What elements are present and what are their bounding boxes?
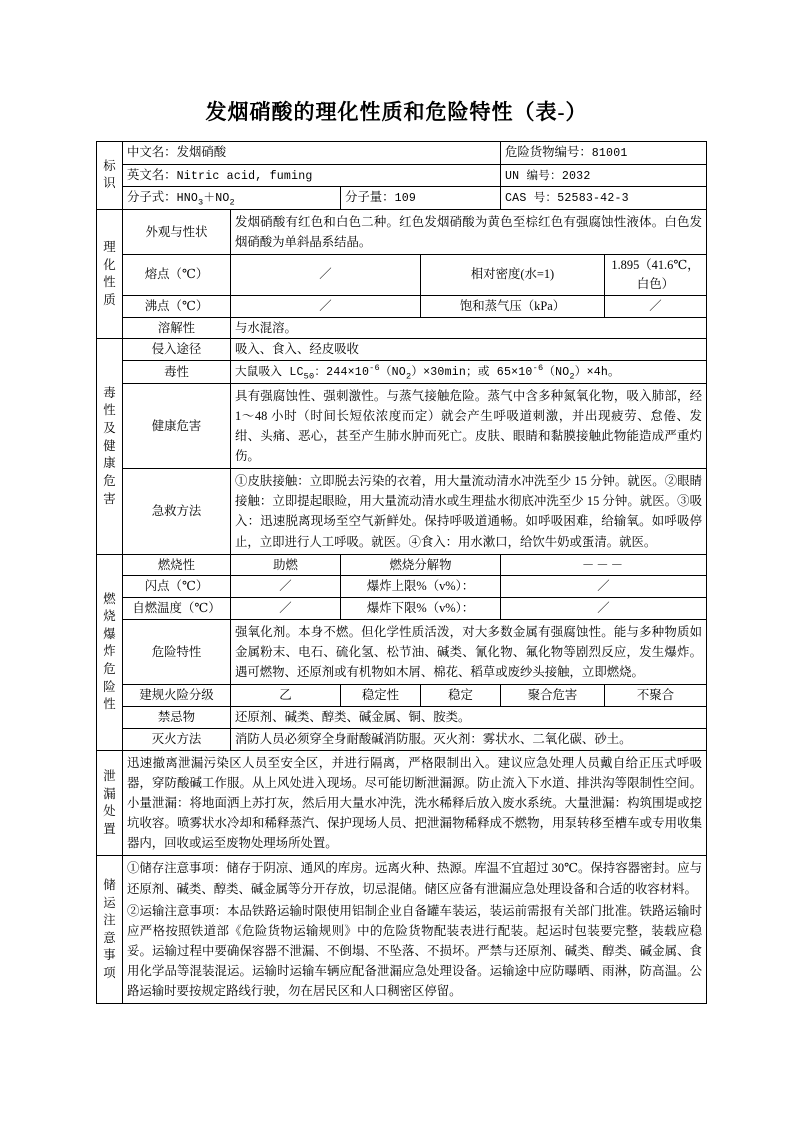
chinese-name-value: 发烟硝酸 xyxy=(176,145,227,160)
flash-point-value: ／ xyxy=(231,576,341,598)
table-row xyxy=(97,339,707,361)
cell-dangerous-goods-no xyxy=(501,142,707,165)
table-row xyxy=(97,729,707,751)
table-row xyxy=(97,209,707,254)
autoignition-value: ／ xyxy=(231,598,341,620)
section-label-combustion: 燃烧爆炸危险性 xyxy=(97,554,123,750)
section-label-leak: 泄漏处置 xyxy=(97,750,123,855)
molecular-weight-label: 分子量： xyxy=(345,190,395,205)
cell-molecular-weight xyxy=(341,187,501,210)
toxicity-label: 毒性 xyxy=(123,361,231,384)
english-name-label: 英文名： xyxy=(127,167,177,182)
table-row xyxy=(97,576,707,598)
table-row xyxy=(97,750,707,855)
section-label-toxicity: 毒性及健康危害 xyxy=(97,339,123,554)
table-row xyxy=(97,620,707,685)
storage-transport-value xyxy=(123,856,707,1004)
english-name-value: Nitric acid, fuming xyxy=(176,169,313,183)
appearance-value: 发烟硝酸有红色和白色二种。红色发烟硝酸为黄色至棕红色有强腐蚀性液体。白色发烟硝酸为单斜晶系结晶。 xyxy=(231,209,707,254)
section-label-storage: 储运注意事项 xyxy=(97,856,123,1004)
decomposition-value: －－－ xyxy=(501,554,707,576)
formula-label: 分子式： xyxy=(127,190,177,205)
flammability-value: 助燃 xyxy=(231,554,341,576)
table-row xyxy=(97,142,707,165)
toxicity-value: 大鼠吸入 $LC_{50}$：$244\times 10^{-6}(NO_2)\times 30\min$；或 $65\times 10^{-6}(NO_2)\times 4h$。 xyxy=(231,361,707,384)
explosion-lower-limit-value: ／ xyxy=(501,598,707,620)
vapor-pressure-value: ／ xyxy=(605,295,707,317)
table-row xyxy=(97,598,707,620)
cas-no-value: 52583-42-3 xyxy=(557,192,629,206)
extinguish-method-value: 消防人员必须穿全身耐酸碱消防服。灭火剂：雾状水、二氧化碳、砂土。 xyxy=(231,729,707,751)
un-no-label: UN 编号： xyxy=(505,169,562,183)
melting-point-label: 熔点（℃） xyxy=(123,255,231,296)
decomposition-label: 燃烧分解物 xyxy=(341,554,501,576)
dangerous-goods-no-value: 81001 xyxy=(591,147,628,160)
chemical-safety-table xyxy=(96,141,707,1004)
fire-grade-value: 乙 xyxy=(231,685,341,707)
melting-point-value: ／ xyxy=(231,255,421,296)
incompatible-label: 禁忌物 xyxy=(123,707,231,729)
dangerous-goods-no-label: 危险货物编号： xyxy=(505,145,592,159)
chinese-name-label: 中文名： xyxy=(127,145,177,160)
cas-no-label: CAS 号： xyxy=(505,192,558,206)
table-row xyxy=(97,295,707,317)
vapor-pressure-label: 饱和蒸气压（kPa） xyxy=(421,295,605,317)
hazard-characteristics-label: 危险特性 xyxy=(123,620,231,685)
cell-chinese-name xyxy=(123,142,501,165)
page-title: 发烟硝酸的理化性质和危险特性（表-） xyxy=(205,100,588,124)
stability-label: 稳定性 xyxy=(341,685,421,707)
table-row xyxy=(97,383,707,468)
extinguish-method-label: 灭火方法 xyxy=(123,729,231,751)
section-label-identification: 标识 xyxy=(97,142,123,210)
cell-cas-no xyxy=(501,187,707,210)
table-row xyxy=(97,685,707,707)
table-row xyxy=(97,255,707,296)
table-row xyxy=(97,164,707,187)
flash-point-label: 闪点（℃） xyxy=(123,576,231,598)
solubility-label: 溶解性 xyxy=(123,317,231,339)
hazard-characteristics-value: 强氧化剂。本身不燃。但化学性质活泼，对大多数金属有强腐蚀性。能与多种物质如金属粉末、电石、硫化氢、松节油、碱类、氰化物、氟化物等剧烈反应，发生爆炸。遇可燃物、还原剂或有机物如木屑、棉花、稻草或废纱头接触，立即燃烧。 xyxy=(231,620,707,685)
un-no-value: 2032 xyxy=(561,169,591,183)
fire-grade-label: 建规火险分级 xyxy=(123,685,231,707)
table-row xyxy=(97,469,707,554)
polymerization-label: 聚合危害 xyxy=(501,685,605,707)
invasion-route-label: 侵入途径 xyxy=(123,339,231,361)
cell-un-no xyxy=(501,164,707,187)
first-aid-value: ①皮肤接触：立即脱去污染的衣着，用大量流动清水冲洗至少 15 分钟。就医。②眼睛接触：立即提起眼睑，用大量流动清水或生理盐水彻底冲洗至少 15 分钟。就医。③吸入：迅速脱离现场至空气新鲜处。保持呼吸道通畅。如呼吸困难，给输氧。如呼吸停止，立即进行人工呼吸。就医。④食入：用水漱口，给饮牛奶或蛋清。就医。 xyxy=(231,469,707,554)
boiling-point-label: 沸点（℃） xyxy=(123,295,231,317)
storage-paragraph-1: ①储存注意事项：储存于阴凉、通风的库房。远离火种、热源。库温不宜超过 30℃。保持容器密封。应与还原剂、碱类、醇类、碱金属等分开存放，切忌混储。储区应备有泄漏应急处理设备和合适的收容材料。 xyxy=(127,861,702,896)
leak-disposal-value: 迅速撤离泄漏污染区人员至安全区，并进行隔离，严格限制出入。建议应急处理人员戴自给正压式呼吸器，穿防酸碱工作服。从上风处进入现场。尽可能切断泄漏源。防止流入下水道、排洪沟等限制性空间。小量泄漏：将地面洒上苏打灰，然后用大量水冲洗，洗水稀释后放入废水系统。大量泄漏：构筑围堤或挖坑收容。喷雾状水冷却和稀释蒸汽、保护现场人员、把泄漏物稀释成不燃物，用泵转移至槽车或专用收集器内，回收或运至废物处理场所处置。 xyxy=(123,750,707,855)
boiling-point-value: ／ xyxy=(231,295,421,317)
stability-value: 稳定 xyxy=(421,685,501,707)
relative-density-value: 1.895（41.6℃，白色） xyxy=(605,255,707,296)
polymerization-value: 不聚合 xyxy=(605,685,707,707)
flammability-label: 燃烧性 xyxy=(123,554,231,576)
section-label-physical: 理化性质 xyxy=(97,209,123,339)
explosion-upper-limit-value: ／ xyxy=(501,576,707,598)
table-row xyxy=(97,187,707,210)
invasion-route-value: 吸入、食入、经皮吸收 xyxy=(231,339,707,361)
health-hazard-value: 具有强腐蚀性、强刺激性。与蒸气接触危险。蒸气中含多种氮氧化物，吸入肺部，经 1～48 小时（时间长短依浓度而定）就会产生呼吸道刺激，并出现疲劳、怠倦、发绀、头痛、恶心，甚至产生肺水肿而死亡。皮肤、眼睛和黏膜接触此物能造成严重灼伤。 xyxy=(231,383,707,468)
table-row xyxy=(97,317,707,339)
first-aid-label: 急救方法 xyxy=(123,469,231,554)
autoignition-label: 自燃温度（℃） xyxy=(123,598,231,620)
health-hazard-label: 健康危害 xyxy=(123,383,231,468)
explosion-lower-limit-label: 爆炸下限%（v%）： xyxy=(341,598,501,620)
table-row xyxy=(97,361,707,384)
storage-paragraph-2: ②运输注意事项：本品铁路运输时限使用铝制企业自备罐车装运，装运前需报有关部门批准。铁路运输时应严格按照铁道部《危险货物运输规则》中的危险货物配装表进行配装。起运时包装要完整，装载应稳妥。运输过程中要确保容器不泄漏、不倒塌、不坠落、不损坏。严禁与还原剂、碱类、醇类、碱金属、食用化学品等混装混运。运输时运输车辆应配备泄漏应急处理设备。运输途中应防曝晒、雨淋，防高温。公路运输时要按规定路线行驶，勿在居民区和人口稠密区停留。 xyxy=(127,903,702,998)
solubility-value: 与水混溶。 xyxy=(231,317,707,339)
cell-english-name xyxy=(123,164,501,187)
incompatible-value: 还原剂、碱类、醇类、碱金属、铜、胺类。 xyxy=(231,707,707,729)
explosion-upper-limit-label: 爆炸上限%（v%）： xyxy=(341,576,501,598)
table-row xyxy=(97,707,707,729)
relative-density-label: 相对密度(水=1) xyxy=(421,255,605,296)
table-row xyxy=(97,554,707,576)
appearance-label: 外观与性状 xyxy=(123,209,231,254)
table-row xyxy=(97,856,707,1004)
molecular-weight-value: 109 xyxy=(394,192,417,206)
cell-formula xyxy=(123,187,341,210)
formula-value: $HNO_3+NO_2$ xyxy=(176,192,235,208)
